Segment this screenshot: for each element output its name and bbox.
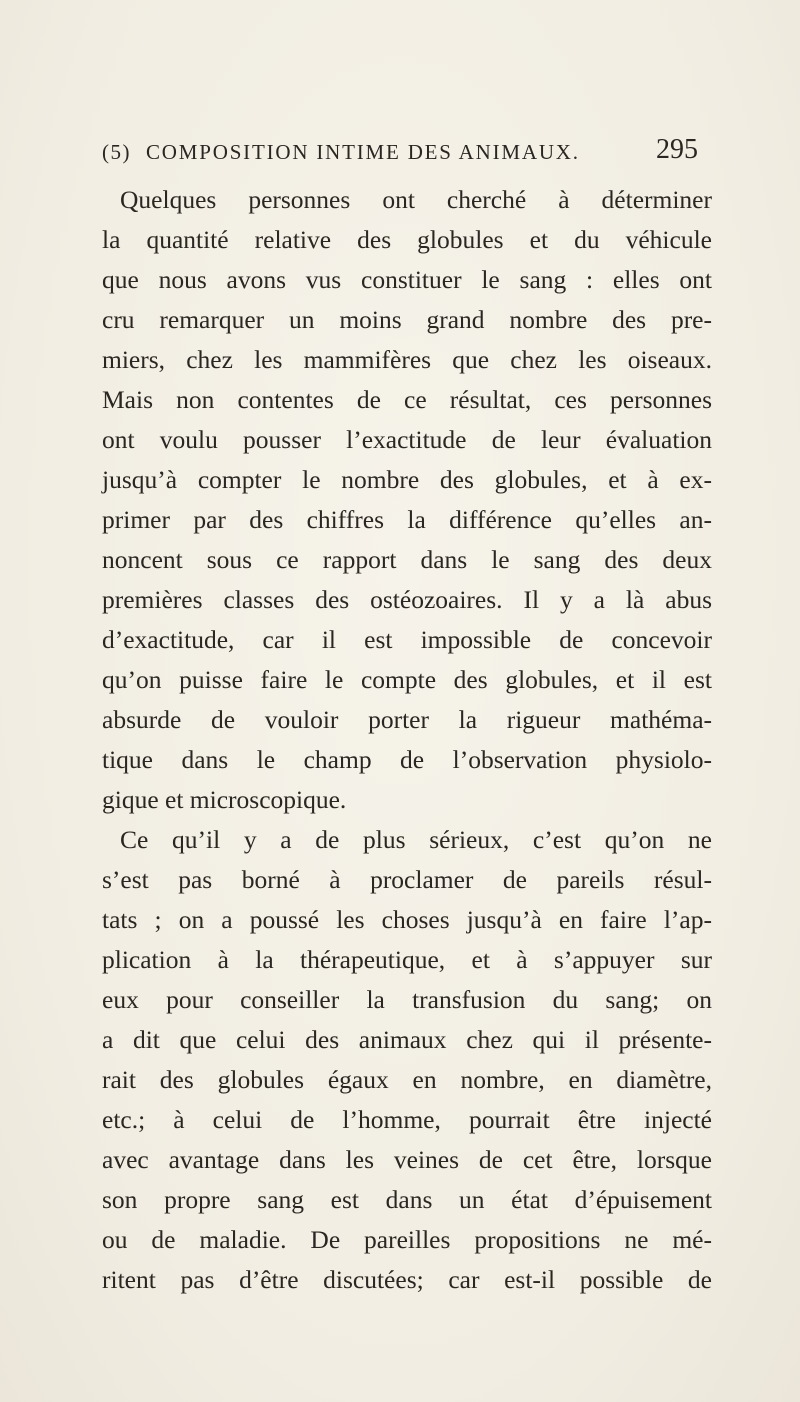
text-line: etc.; à celui de l’homme, pourrait être injecté (102, 1105, 712, 1134)
text-line: absurde de vouloir porter la rigueur mathéma- (102, 705, 712, 734)
running-header (102, 134, 698, 170)
text-line: son propre sang est dans un état d’épuisement (102, 1185, 712, 1214)
text-line: plication à la thérapeutique, et à s’appuyer sur (102, 945, 712, 974)
body-text (102, 180, 712, 1300)
text-line: avec avantage dans les veines de cet être, lorsque (102, 1145, 712, 1174)
text-line: la quantité relative des globules et du véhicule (102, 225, 712, 254)
text-line: cru remarquer un moins grand nombre des pre- (102, 305, 712, 334)
text-line: rait des globules égaux en nombre, en diamètre, (102, 1065, 712, 1094)
text-line: ont voulu pousser l’exactitude de leur évaluation (102, 425, 712, 454)
text-line: s’est pas borné à proclamer de pareils résul- (102, 865, 712, 894)
text-line: premières classes des ostéozoaires. Il y a là abus (102, 585, 712, 614)
text-line: Ce qu’il y a de plus sérieux, c’est qu’on ne (120, 825, 712, 854)
text-line: Mais non contentes de ce résultat, ces personnes (102, 385, 712, 414)
text-line: ritent pas d’être discutées; car est-il possible de (102, 1265, 712, 1294)
text-line: miers, chez les mammifères que chez les oiseaux. (102, 345, 712, 374)
text-line: tique dans le champ de l’observation physiolo- (102, 745, 712, 774)
text-line: d’exactitude, car il est impossible de concevoir (102, 625, 712, 654)
text-line: tats ; on a poussé les choses jusqu’à en faire l’ap- (102, 905, 712, 934)
text-line: Quelques personnes ont cherché à déterminer (120, 185, 712, 214)
text-line: que nous avons vus constituer le sang : elles ont (102, 265, 712, 294)
text-line: qu’on puisse faire le compte des globules, et il est (102, 665, 712, 694)
text-line: gique et microscopique. (102, 785, 347, 814)
text-line: noncent sous ce rapport dans le sang des deux (102, 545, 712, 574)
text-line: a dit que celui des animaux chez qui il présente- (102, 1025, 712, 1054)
text-line: primer par des chiffres la différence qu’elles an- (102, 505, 712, 534)
text-line: ou de maladie. De pareilles propositions ne mé- (102, 1225, 712, 1254)
signature-mark: (5) (102, 140, 131, 164)
text-line: jusqu’à compter le nombre des globules, et à ex- (102, 465, 712, 494)
running-title: COMPOSITION INTIME DES ANIMAUX. (146, 140, 580, 164)
text-line: eux pour conseiller la transfusion du sang; on (102, 985, 712, 1014)
page-number: 295 (656, 134, 698, 165)
